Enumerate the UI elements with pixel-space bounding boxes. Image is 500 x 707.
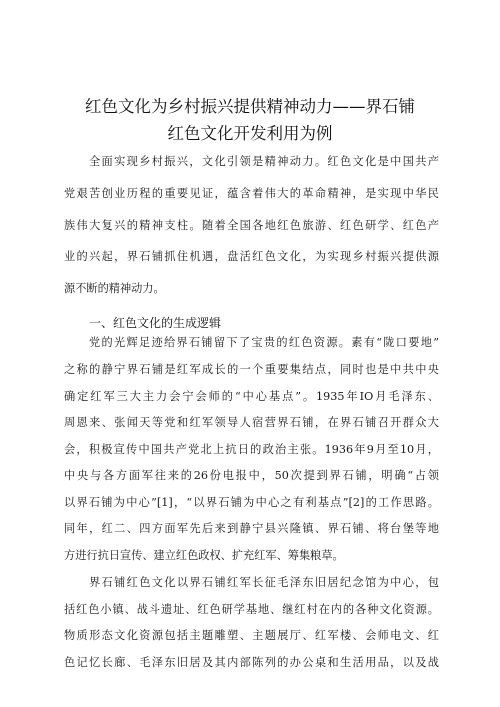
intro-line: 族伟大复兴的精神支柱。随着全国各地红色旅游、红色研学、红色产 [64, 219, 439, 232]
intro-line: 业的兴起，界石铺抓住机遇，盘活红色文化，为实现乡村振兴提供源 [64, 250, 439, 263]
section-heading: 一、红色文化的生成逻辑 [89, 316, 222, 330]
paragraph-line: 界石铺红色文化以界石铺红军长征毛泽东旧居纪念馆为中心，包 [89, 576, 439, 589]
paragraph-line: 以界石铺为中心”[1]，“以界石铺为中心之有利基点”[2]的工作思路。 [64, 496, 439, 509]
paragraph-line: 方进行抗日宣传、建立红色政权、扩充红军、筹集粮草。 [64, 549, 344, 562]
intro-line: 全面实现乡村振兴，文化引领是精神动力。红色文化是中国共产 [89, 155, 439, 168]
paragraph-line: 括红色小镇、战斗遗址、红色研学基地、继红村在内的各种文化资源。 [64, 603, 439, 616]
paragraph-line: 之称的静宁界石铺是红军成长的一个重要集结点，同时也是中共中央 [64, 363, 439, 376]
paragraph-line: 物质形态文化资源包括主题雕塑、主题展厅、红军楼、会师电文、红 [64, 629, 439, 642]
document-title-line-2: 红色文化开发利用为例 [167, 124, 333, 143]
paragraph-line: 周恩来、张闻天等党和红军领导人宿营界石铺，在界石铺召开群众大 [64, 416, 439, 429]
paragraph-line: 色记忆长廊、毛泽东旧居及其内部陈列的办公桌和生活用品，以及战 [64, 656, 439, 669]
intro-line: 党艰苦创业历程的重要见证，蕴含着伟大的革命精神，是实现中华民 [64, 187, 439, 200]
paragraph-line: 中央与各方面军往来的26份电报中，50次提到界石铺，明确“占领 [64, 469, 439, 482]
intro-line: 源不断的精神动力。 [64, 282, 165, 295]
document-title-line-1: 红色文化为乡村振兴提供精神动力——界石铺 [85, 97, 415, 116]
paragraph-line: 党的光辉足迹给界石铺留下了宝贵的红色资源。素有“陇口要地” [89, 336, 439, 349]
paragraph-line: 同年，红二、四方面军先后来到静宁县兴隆镇、界石铺、将台堡等地 [64, 522, 439, 535]
paragraph-line: 会，积极宣传中国共产党北上抗日的政治主张。1936年9月至10月， [64, 443, 439, 456]
paragraph-line: 确定红军三大主力会宁会师的“中心基点”。1935年IO月毛泽东、 [64, 390, 439, 403]
